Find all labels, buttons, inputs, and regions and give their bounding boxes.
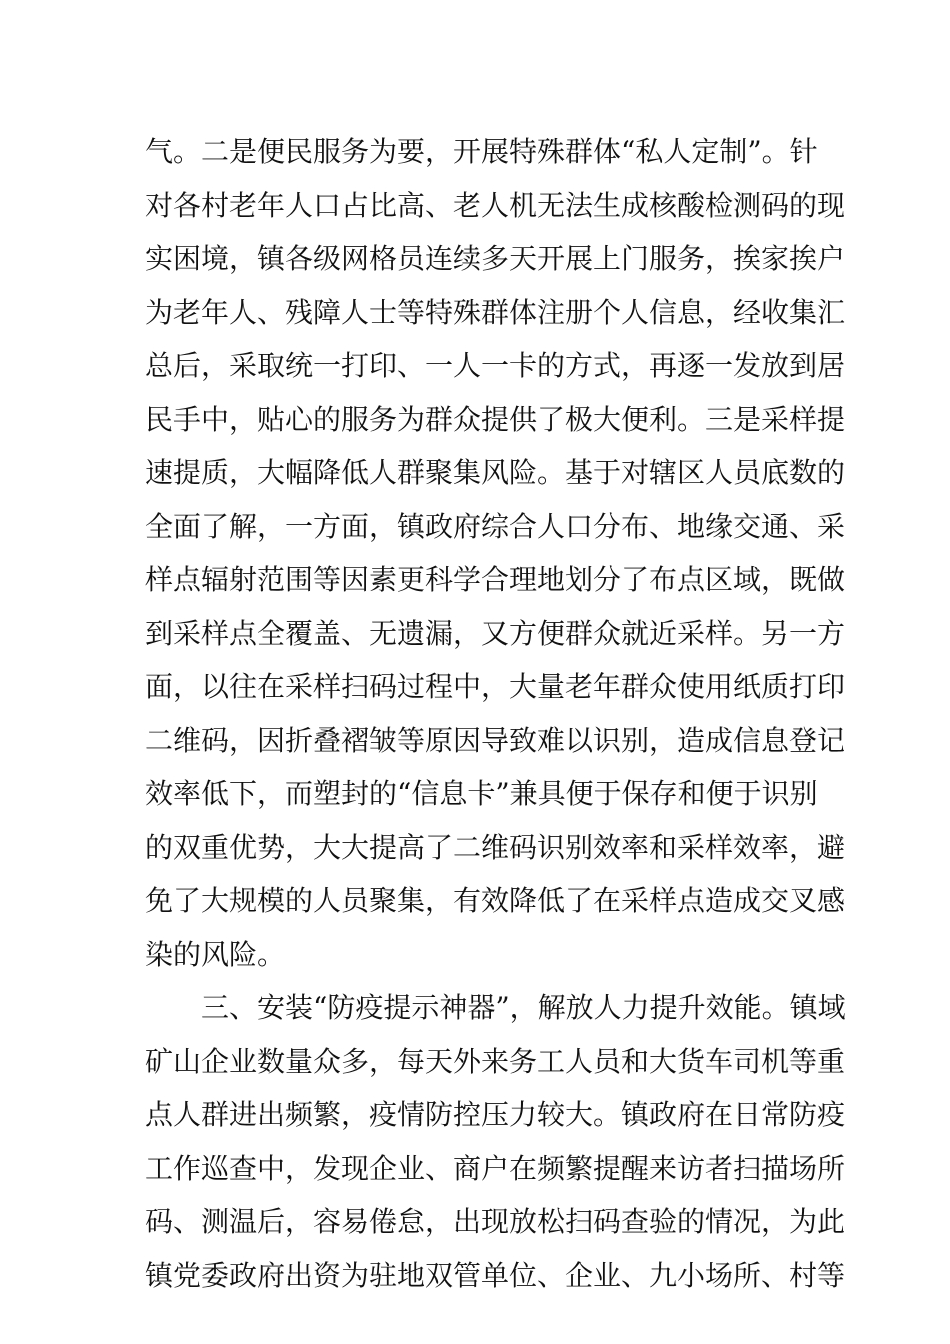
text-line: 为老年人、残障人士等特殊群体注册个人信息，经收集汇 (145, 295, 846, 329)
text-line: 工作巡查中，发现企业、商户在频繁提醒来访者扫描场所 (145, 1151, 846, 1185)
text-line: 全面了解，一方面，镇政府综合人口分布、地缘交通、采 (145, 509, 846, 543)
text-line: 民手中，贴心的服务为群众提供了极大便利。三是采样提 (145, 402, 846, 436)
text-line: 的双重优势，大大提高了二维码识别效率和采样效率，避 (145, 830, 846, 864)
text-line: 矿山企业数量众多，每天外来务工人员和大货车司机等重 (145, 1044, 846, 1078)
text-line: 到采样点全覆盖、无遗漏，又方便群众就近采样。另一方 (145, 616, 846, 650)
text-line: 气。二是便民服务为要，开展特殊群体“私人定制”。针 (145, 135, 818, 168)
text-line: 镇党委政府出资为驻地双管单位、企业、九小场所、村等 (145, 1258, 846, 1292)
text-line: 实困境，镇各级网格员连续多天开展上门服务，挨家挨户 (145, 242, 846, 275)
text-line: 效率低下，而塑封的“信息卡”兼具便于保存和便于识别 (145, 777, 818, 810)
text-line: 免了大规模的人员聚集，有效降低了在采样点造成交叉感 (145, 884, 846, 917)
text-line: 对各村老年人口占比高、老人机无法生成核酸检测码的现 (145, 188, 846, 222)
text-line: 总后，采取统一打印、一人一卡的方式，再逐一发放到居 (145, 349, 846, 382)
paragraph-start-line: 三、安装“防疫提示神器”，解放人力提升效能。镇域 (201, 991, 846, 1024)
text-line: 速提质，大幅降低人群聚集风险。基于对辖区人员底数的 (145, 456, 846, 489)
text-line: 点人群进出频繁，疫情防控压力较大。镇政府在日常防疫 (145, 1098, 846, 1131)
text-line: 二维码，因折叠褶皱等原因导致难以识别，造成信息登记 (145, 723, 846, 757)
text-line: 样点辐射范围等因素更科学合理地划分了布点区域，既做 (145, 563, 846, 596)
body-text (145, 125, 846, 1302)
text-line: 面，以往在采样扫码过程中，大量老年群众使用纸质打印 (145, 670, 846, 703)
text-line: 染的风险。 (145, 937, 286, 971)
text-line: 码、测温后，容易倦怠，出现放松扫码查验的情况，为此 (145, 1205, 846, 1238)
